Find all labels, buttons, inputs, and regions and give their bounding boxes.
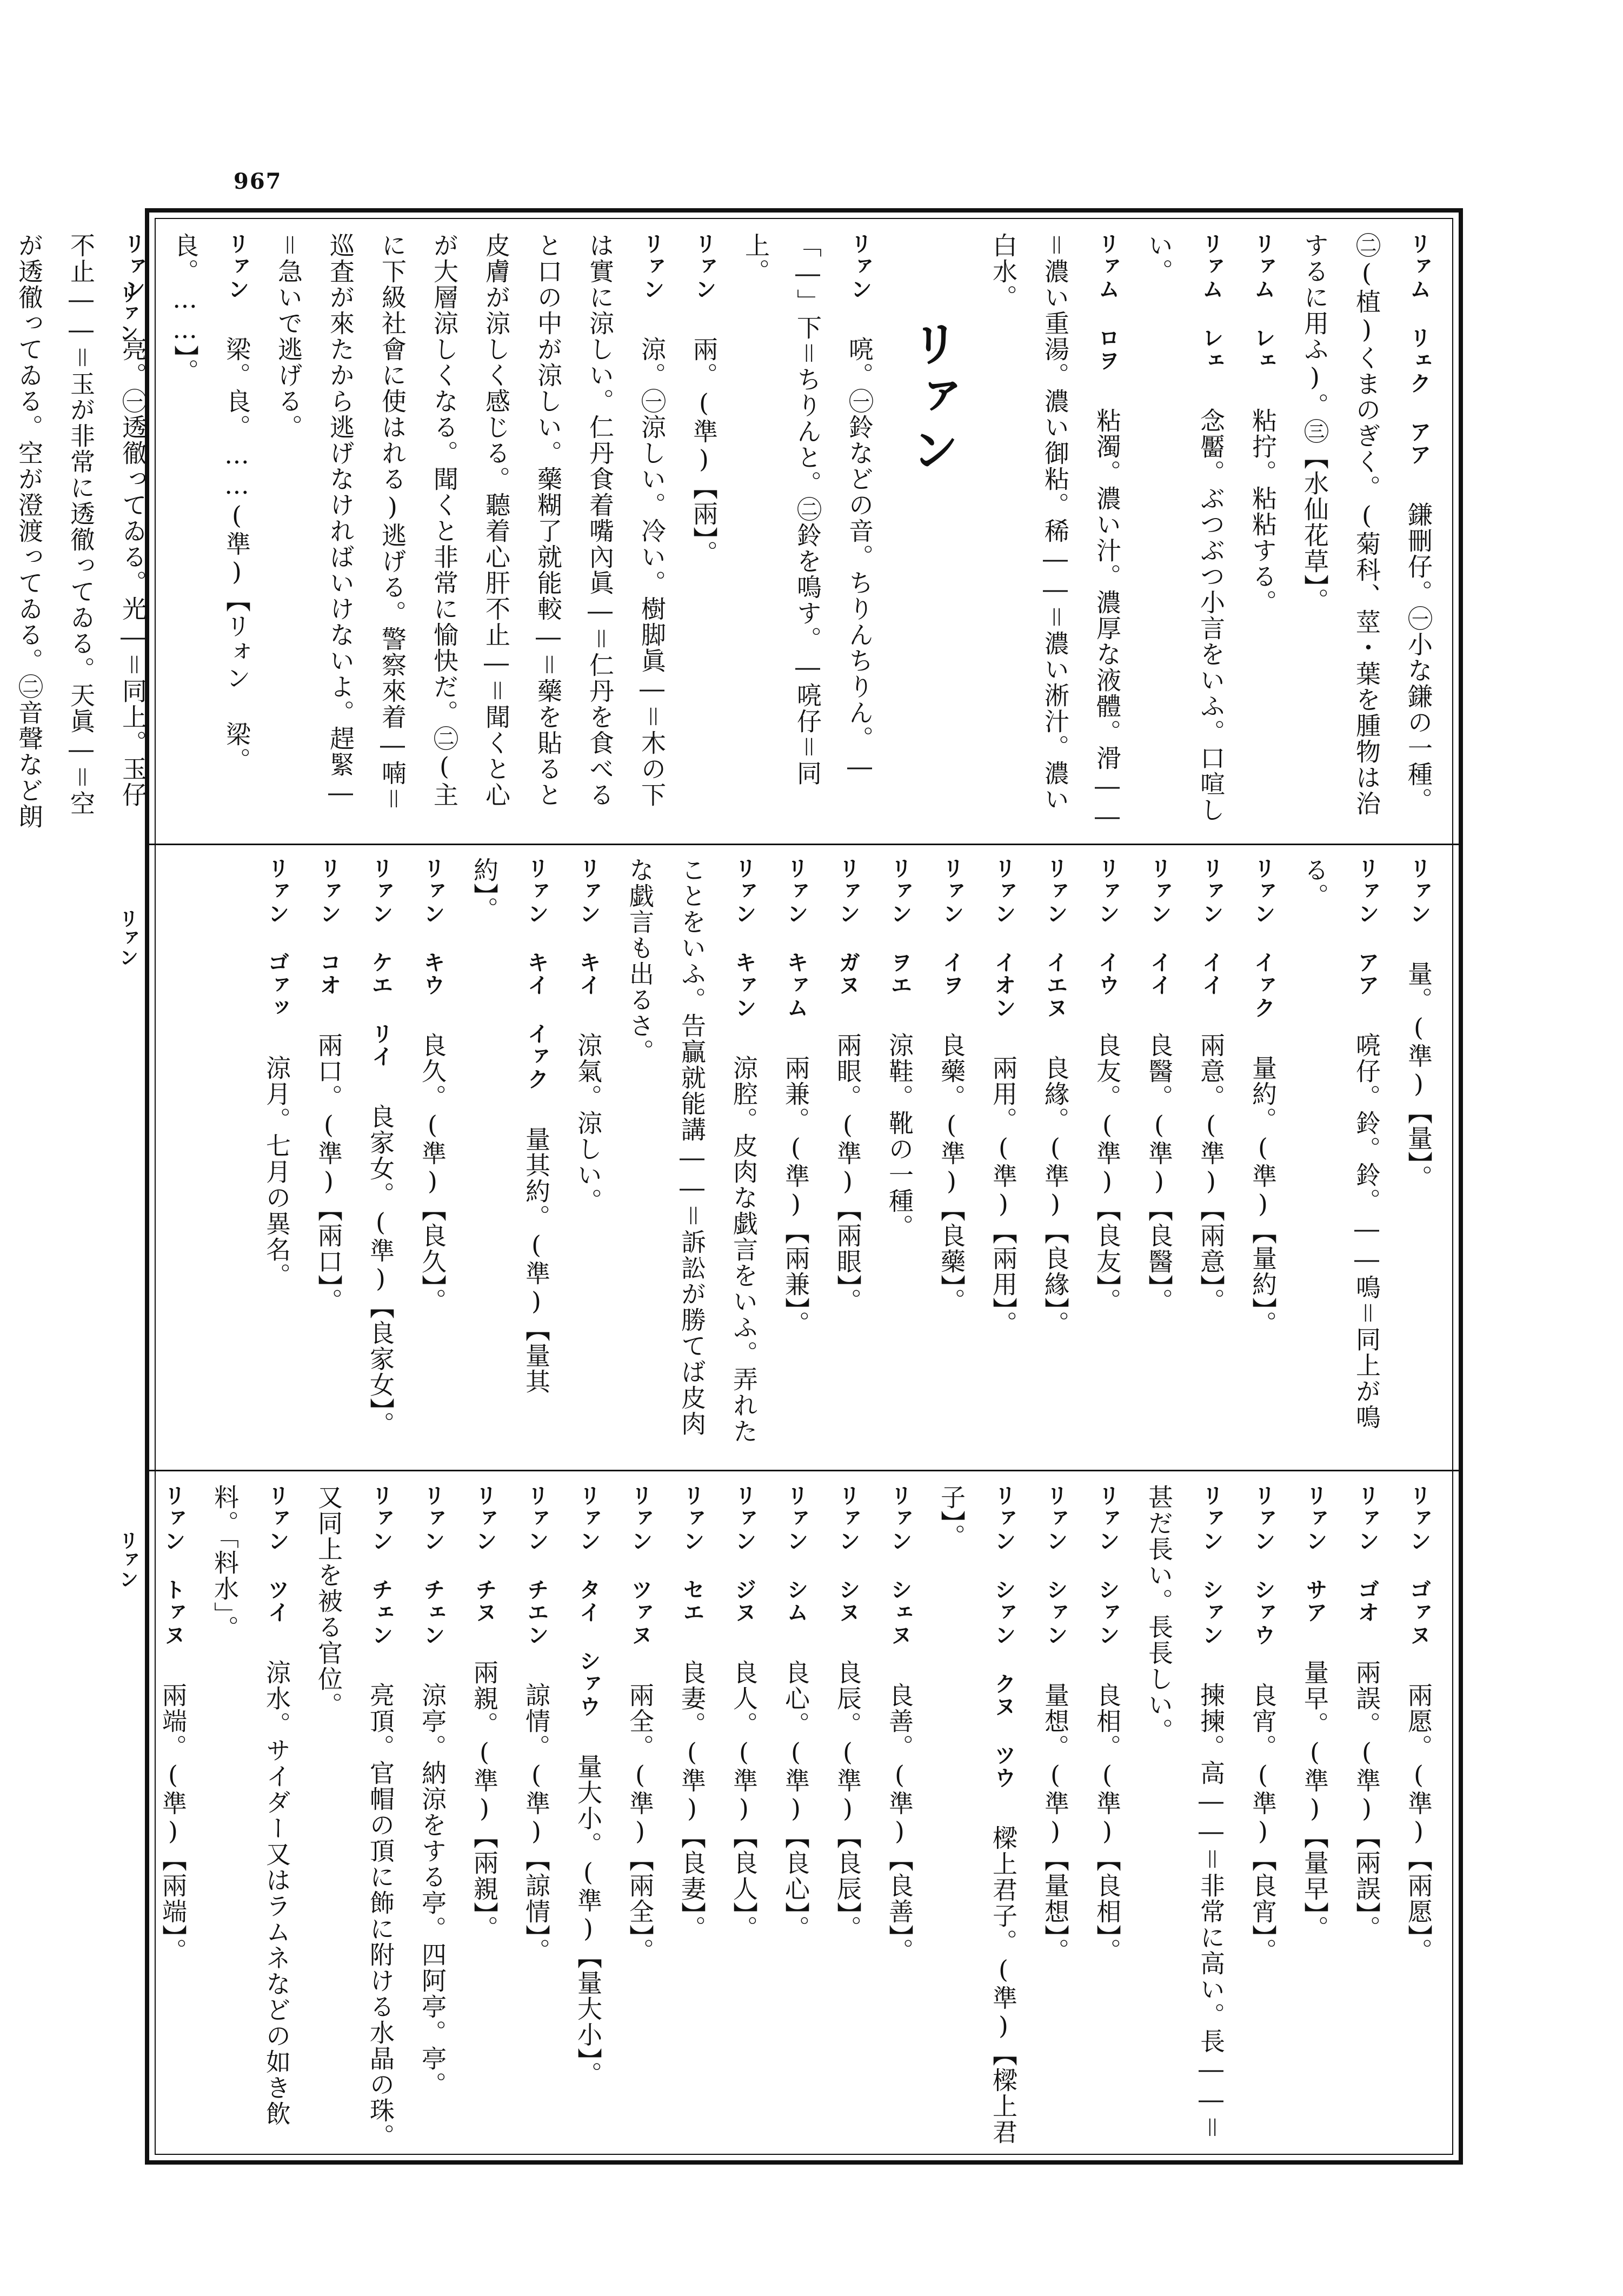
dictionary-entry [199, 1484, 303, 2149]
entry-definition: 念靨。ぶつぶつ小言をいふ。口喧しい。 [1145, 233, 1226, 823]
dictionary-entry [1237, 1484, 1289, 2149]
entry-headword: リァン シァウ [1250, 1484, 1275, 1647]
dictionary-entry [822, 857, 874, 1457]
dictionary-entry [303, 857, 355, 1457]
entry-headword: リァン セエ [680, 1484, 704, 1624]
dictionary-entry [562, 1484, 614, 2149]
entry-definition: 良辰。(準)【良辰】。 [833, 1660, 862, 1941]
entry-definition: 鎌刪仔。㊀小な鎌の一種。㊁(植)くまのぎく。(菊科、莖・葉を腫物は治するに用ふ)。㊂【水仙花草】。 [1300, 233, 1433, 817]
entry-headword: リァン チェン [368, 1484, 393, 1647]
dictionary-entry [251, 857, 303, 1457]
entry-headword: リァン ジヌ [731, 1484, 756, 1624]
dictionary-entry [458, 1484, 510, 2149]
entry-definition: 涼水。サイダー又はラムネなどの如き飲料。「料水」。 [210, 1484, 291, 2127]
dictionary-entry [614, 1484, 666, 2149]
entry-definition: 良宵。(準)【良宵】。 [1248, 1682, 1278, 1964]
dictionary-entry [562, 857, 614, 1457]
section-divider [145, 844, 1463, 845]
entry-definition: 粘濁。濃い汁。濃厚な液體。滑――＝濃い重湯。濃い御粘。稀――＝濃い淅汁。濃い白水。 [989, 233, 1122, 832]
entry-headword: リァン チヌ [472, 1484, 497, 1624]
dictionary-entry [926, 1484, 1029, 2149]
entry-definition: 量其約。(準)【量其約】。 [470, 857, 551, 1395]
dictionary-entry [718, 1484, 770, 2149]
dictionary-section-3 [158, 1484, 1445, 2149]
entry-definition: 良藥。(準)【良藥】。 [937, 1032, 966, 1314]
entry-definition: 量約。(準)【量約】。 [1248, 1055, 1278, 1337]
dictionary-entry [977, 857, 1029, 1457]
entry-headword: リァン ケエ リイ [368, 857, 393, 1068]
dictionary-entry [874, 857, 926, 1457]
entry-headword: リァン シェヌ [887, 1484, 912, 1647]
dictionary-entry [666, 1484, 718, 2149]
entry-definition: 量。(準)【量】。 [1404, 961, 1433, 1191]
dictionary-entry [355, 857, 407, 1457]
entry-headword: リァン アア [1354, 857, 1379, 997]
dictionary-entry [263, 233, 678, 833]
entry-headword: リァン シァン [1043, 1484, 1068, 1647]
entry-headword: リァン トァヌ [161, 1484, 185, 1647]
dictionary-entry [159, 233, 263, 833]
entry-definition: 良相。(準)【良相】。 [1093, 1682, 1122, 1964]
entry-headword: リァン サア [1302, 1484, 1327, 1624]
entry-headword: リァン キァム [783, 857, 808, 1019]
entry-definition: 涼腔。皮肉な戯言をいふ。弄れたことをいふ。告贏就能講――＝訴訟が勝てば皮肉な戯言も出るさ。 [626, 857, 759, 1444]
entry-headword: リァン イァク [1250, 857, 1275, 1019]
dictionary-entry [1185, 857, 1237, 1457]
page-number: 967 [234, 169, 282, 194]
entry-headword: リァン シヌ [835, 1484, 860, 1624]
entry-definition: 喨。㊀鈴などの音。ちりんちりん。―「―」下＝ちりんと。㊁鈴を鳴す。―喨仔＝同上。 [741, 233, 874, 786]
entry-headword: リァン シム [783, 1484, 808, 1624]
entry-headword: リァン [847, 233, 872, 301]
entry-definition: 兩口。(準)【兩口】。 [314, 1032, 343, 1314]
entry-headword: リァン キウ [420, 857, 445, 997]
entry-headword: リァム レェ [1199, 233, 1223, 372]
entry-definition: 良人。(準)【良人】。 [729, 1660, 759, 1941]
entry-definition: 良家女。(準)【良家女】。 [366, 1104, 395, 1437]
entry-headword: リァン タイ シァウ [576, 1484, 601, 1718]
entry-headword: リァン ツイ [264, 1484, 289, 1624]
entry-definition: 揀揀。高――＝非常に高い。長――＝甚だ長い。長長しい。 [1145, 1484, 1226, 2141]
entry-headword: リァン キイ [576, 857, 601, 997]
entry-headword: リァン イウ [1095, 857, 1120, 997]
entry-headword: リァン コオ [316, 857, 341, 997]
entry-definition: 梁。良。……(準)【リォン 梁。良。……】。 [170, 233, 251, 773]
entry-definition: 樑上君子。(準)【樑上君子】。 [937, 1484, 1018, 2145]
entry-definition: 兩。(準)【兩】。 [689, 336, 719, 566]
dictionary-entry [147, 1484, 199, 2149]
entry-definition: 涼。㊀涼しい。冷い。樹脚眞―＝木の下は實に涼しい。仁丹食着嘴內眞―＝仁丹を食べると口の中が涼しい。藥糊了就能較―＝藥を貼ると皮膚が涼しく感じる。聽着心肝不止―＝聞くと心が大層涼しくなる。聞くと非常に愉快だ。㊁(主に下級社會に使はれる)逃げる。警察來着―喃＝巡査が來たから逃げなければいけないよ。趕緊―＝急いで逃げる。 [274, 233, 667, 812]
dictionary-entry [977, 233, 1133, 833]
entry-definition: 亮。㊀透徹ってゐる。光―＝同上。玉仔不止――＝玉が非常に透徹ってゐる。天眞―＝空が透徹ってゐる。空が澄渡ってゐる。㊁音聲など朗 [15, 233, 148, 830]
margin-heading: リァン [116, 1530, 138, 1589]
dictionary-entry [1029, 1484, 1081, 2149]
section-divider [145, 1470, 1463, 1471]
dictionary-section-2 [163, 857, 1445, 1457]
entry-headword: リァン イイ [1147, 857, 1172, 997]
dictionary-entry [770, 1484, 822, 2149]
dictionary-entry [1237, 857, 1289, 1457]
entry-headword: リァン シァン [1095, 1484, 1120, 1647]
dictionary-entry [730, 233, 886, 833]
entry-definition: 良久。(準)【良久】。 [418, 1032, 447, 1314]
dictionary-entry [458, 857, 562, 1457]
entry-headword: リァン ツァヌ [628, 1484, 653, 1647]
entry-definition: 亮頂。官帽の頂に飾に附ける水晶の珠。又同上を被る官位。 [314, 1484, 395, 2149]
dictionary-entry [1393, 857, 1445, 1457]
entry-definition: 兩愿。(準)【兩愿】。 [1404, 1682, 1433, 1964]
entry-headword: リァン [691, 233, 716, 301]
entry-headword: リァン イイ [1199, 857, 1223, 997]
dictionary-entry [1081, 857, 1133, 1457]
entry-definition: 良妻。(準)【良妻】。 [677, 1660, 707, 1941]
entry-headword: リァン [224, 233, 249, 301]
dictionary-entry [510, 1484, 562, 2149]
dictionary-entry [1341, 1484, 1393, 2149]
dictionary-entry [678, 233, 730, 833]
dictionary-entry [1289, 233, 1445, 833]
dictionary-section-1 [15, 233, 1445, 833]
entry-definition: 兩親。(準)【兩親】。 [470, 1660, 499, 1941]
dictionary-entry [407, 1484, 458, 2149]
dictionary-entry [926, 857, 977, 1457]
dictionary-entry [1289, 1484, 1341, 2149]
entry-definition: 兩兼。(準)【兩兼】。 [781, 1055, 810, 1337]
dictionary-entry [407, 857, 458, 1457]
entry-definition: 兩誤。(準)【兩誤】。 [1352, 1660, 1381, 1941]
entry-definition: 兩眼。(準)【兩眼】。 [833, 1032, 862, 1314]
dictionary-entry [1237, 233, 1289, 833]
entry-headword: リァン ヲエ [887, 857, 912, 997]
entry-definition: 兩用。(準)【兩用】。 [989, 1055, 1018, 1337]
entry-definition: 良心。(準)【良心】。 [781, 1660, 810, 1941]
entry-headword: リァン [640, 233, 664, 301]
entry-definition: 兩意。(準)【兩意】。 [1196, 1032, 1226, 1314]
entry-definition: 涼鞋。靴の一種。 [885, 1032, 914, 1240]
dictionary-entry [1289, 857, 1393, 1457]
entry-definition: 粘拧。粘粘する。 [1248, 408, 1278, 615]
entry-headword: リァン イオン [991, 857, 1016, 1019]
entry-headword: リァン ゴァッ [264, 857, 289, 1019]
dictionary-entry [303, 1484, 407, 2149]
dictionary-entry [1133, 857, 1185, 1457]
entry-headword: リァン [1406, 857, 1431, 925]
dictionary-entry [770, 857, 822, 1457]
entry-definition: 量想。(準)【量想】。 [1041, 1682, 1070, 1964]
entry-definition: 量早。(準)【量早】。 [1300, 1660, 1329, 1941]
dictionary-entry [874, 1484, 926, 2149]
entry-definition: 諒情。(準)【諒情】。 [522, 1682, 551, 1964]
entry-headword: リァン ガヌ [835, 857, 860, 997]
entry-definition: 喨仔。鈴。鈴。――鳴＝同上が鳴る。 [1300, 857, 1381, 1430]
entry-headword: リァン チェン [420, 1484, 445, 1647]
dictionary-entry [1133, 1484, 1237, 2149]
margin-heading: リァン [116, 284, 138, 342]
entry-headword: リァン キァン [731, 857, 756, 1019]
entry-definition: 量大小。(準)【量大小】。 [574, 1754, 603, 2087]
entry-definition: 良醫。(準)【良醫】。 [1145, 1032, 1174, 1314]
entry-definition: 良善。(準)【良善】。 [885, 1682, 914, 1964]
entry-definition: 兩端。(準)【兩端】。 [158, 1682, 188, 1964]
entry-headword: リァン [121, 233, 145, 301]
dictionary-entry [1393, 1484, 1445, 2149]
dictionary-entry [822, 1484, 874, 2149]
entry-headword: リァン ゴァヌ [1406, 1484, 1431, 1647]
dictionary-entry [614, 857, 770, 1457]
entry-headword: リァン イヲ [939, 857, 964, 997]
entry-headword: リァン チエン [524, 1484, 549, 1647]
entry-headword: リァン キイ イァク [524, 857, 549, 1091]
entry-headword: リァム ロヲ [1095, 233, 1120, 372]
dictionary-entry [1081, 1484, 1133, 2149]
margin-heading: リァン [116, 908, 138, 967]
entry-definition: 兩全。(準)【兩全】。 [626, 1682, 655, 1964]
entry-definition: 涼氣。涼しい。 [574, 1032, 603, 1214]
dictionary-entry [1029, 857, 1081, 1457]
entry-headword: リァン イエヌ [1043, 857, 1068, 1019]
entry-headword: リァン シァン クヌ ツウ [991, 1484, 1016, 1789]
entry-definition: 良友。(準)【良友】。 [1093, 1032, 1122, 1314]
entry-headword: リァム レェ [1250, 233, 1275, 372]
entry-definition: 良緣。(準)【良緣】。 [1041, 1055, 1070, 1337]
section-heading: リァン [904, 319, 960, 478]
entry-definition: 涼月。七月の異名。 [262, 1055, 291, 1289]
entry-definition: 涼亭。納涼をする亭。四阿亭。亭。 [418, 1682, 447, 2098]
dictionary-entry [1133, 233, 1237, 833]
entry-headword: リァン シァン [1199, 1484, 1223, 1647]
entry-headword: リァン ゴオ [1354, 1484, 1379, 1624]
entry-headword: リァム リェク アア [1406, 233, 1431, 466]
dictionary-entry [0, 233, 159, 833]
